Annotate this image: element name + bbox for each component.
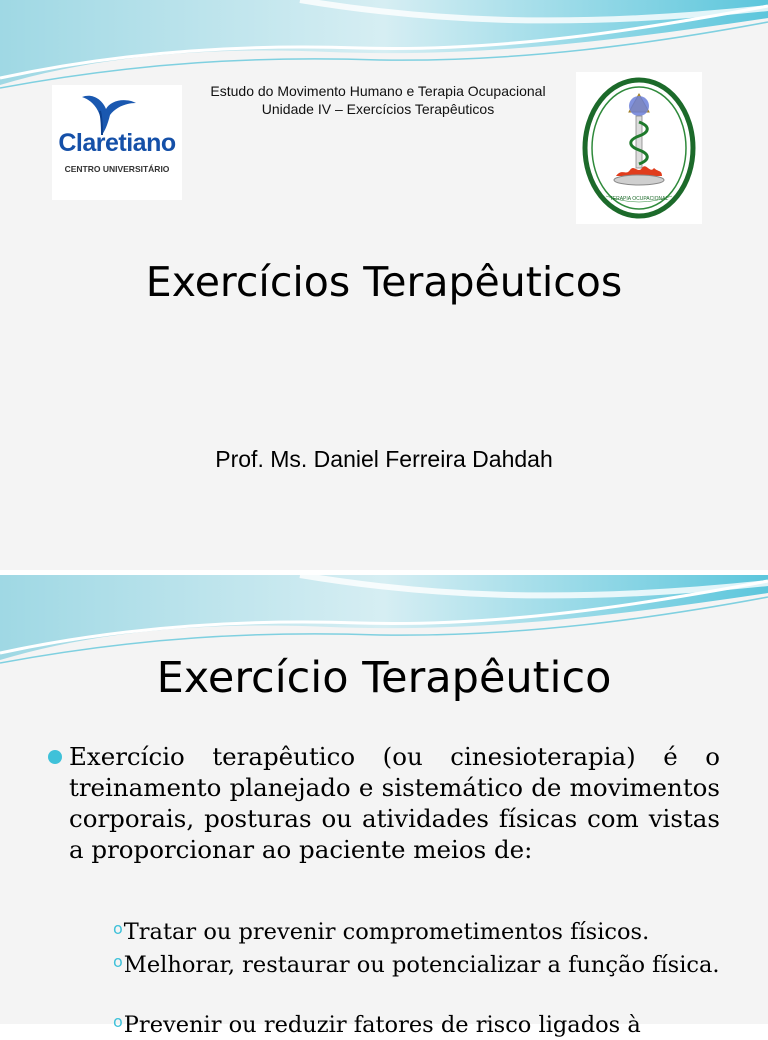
author-name: Prof. Ms. Daniel Ferreira Dahdah xyxy=(215,446,553,472)
content-slide xyxy=(0,575,768,1038)
sub-bullet-marker-icon: o xyxy=(113,952,123,971)
claretiano-wordmark: Claretiano xyxy=(58,129,176,157)
slide-title: Exercício Terapêutico xyxy=(156,653,612,703)
slide-title: Exercícios Terapêuticos xyxy=(145,258,623,306)
sub-bullet-marker-icon: o xyxy=(113,1012,123,1031)
bullet-dot-icon xyxy=(48,750,62,764)
bullet-text: Exercício terapêutico (ou cinesioterapia) é o treinamento planejado e sistemático de movimentos corporais, posturas ou atividades físicas com vistas a proporcionar ao paciente meios de: xyxy=(69,742,720,864)
emblem-caption: TERAPIA OCUPACIONAL xyxy=(609,196,669,202)
claretiano-tagline: CENTRO UNIVERSITÁRIO xyxy=(64,164,170,174)
sub-bullet-item xyxy=(113,947,721,980)
sub-bullet-text: Prevenir ou reduzir fatores de risco ligados à xyxy=(123,1012,641,1038)
unit-title: Unidade IV – Exercícios Terapêuticos xyxy=(261,101,495,117)
claretiano-logo xyxy=(52,85,182,200)
terapia-ocupacional-emblem xyxy=(576,72,702,224)
sub-bullet-text: Melhorar, restaurar ou potencializar a função física. xyxy=(123,952,720,978)
sub-bullet-text: Tratar ou prevenir comprometimentos físicos. xyxy=(123,919,650,945)
bullet-item xyxy=(48,741,720,865)
sub-bullet-item xyxy=(113,914,721,947)
sub-bullet-item xyxy=(113,1007,721,1040)
sub-bullet-marker-icon: o xyxy=(113,919,123,938)
course-title: Estudo do Movimento Humano e Terapia Ocupacional xyxy=(210,83,546,99)
